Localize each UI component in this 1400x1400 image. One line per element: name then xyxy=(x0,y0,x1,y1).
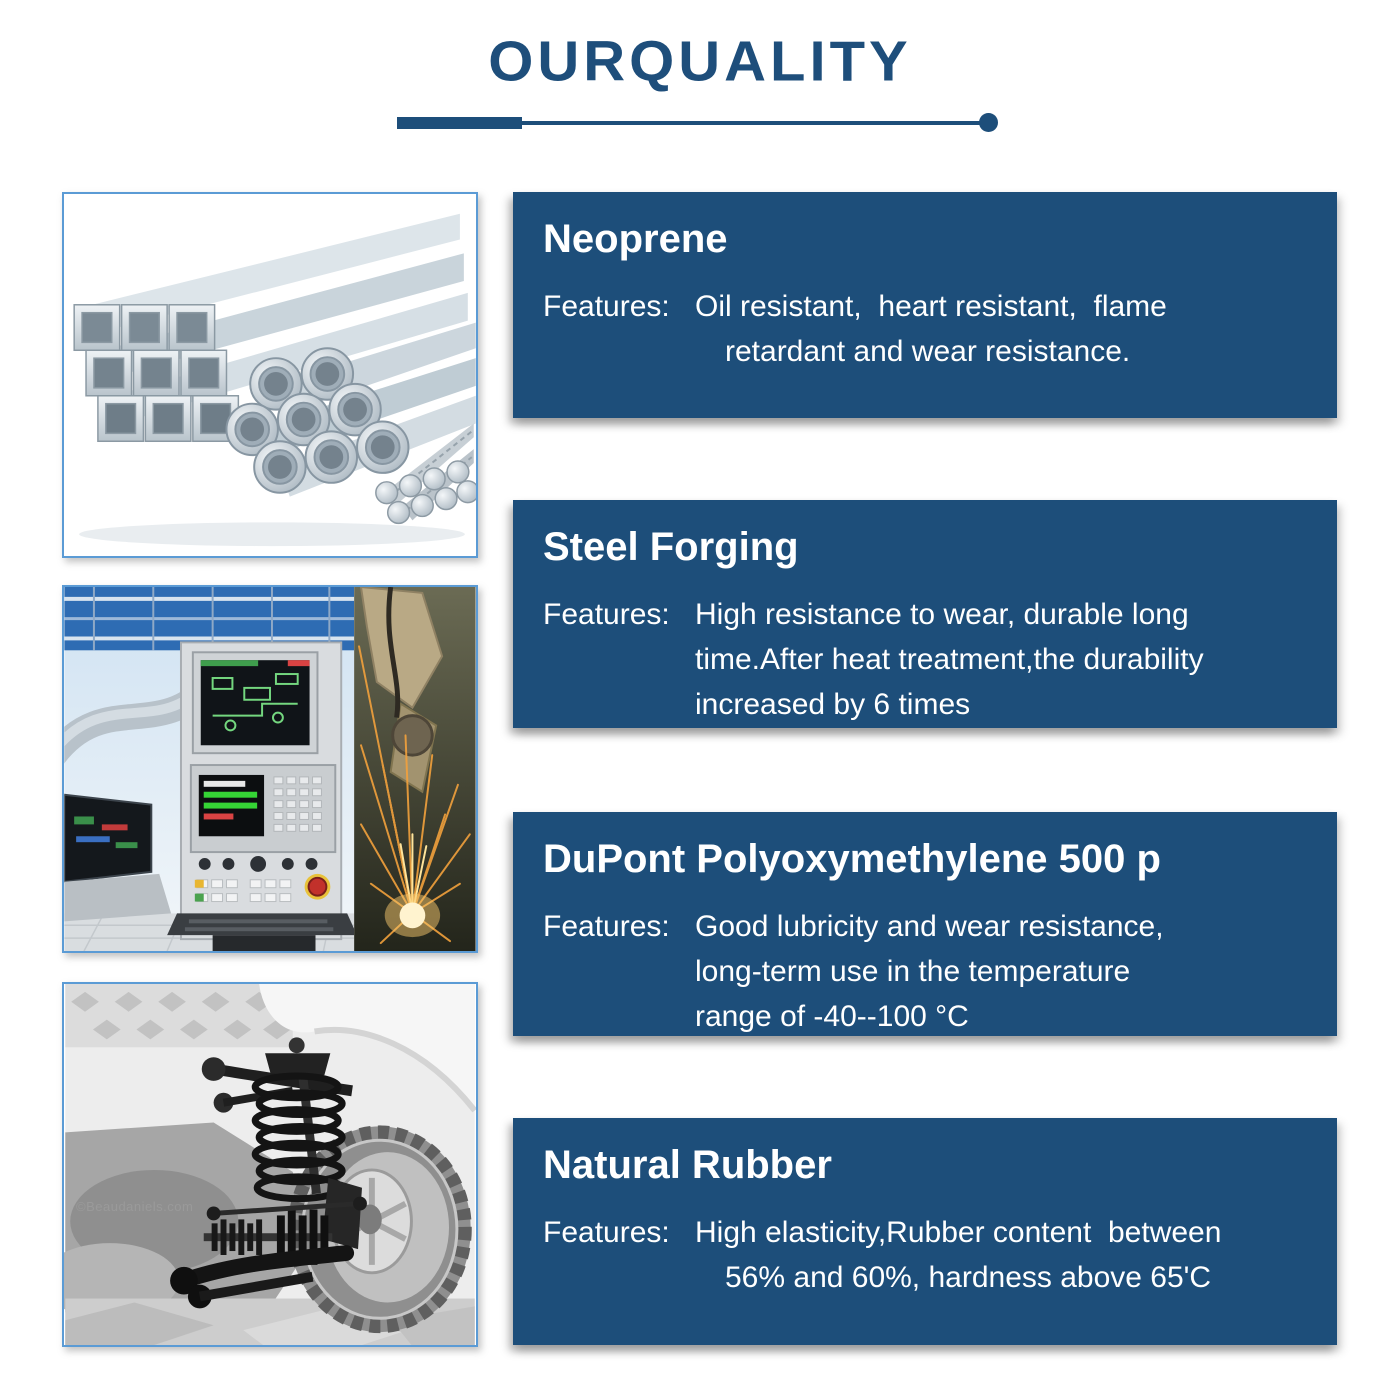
features-label: Features: xyxy=(543,290,670,323)
feature-line: long-term use in the temperature xyxy=(695,955,1131,988)
card-features xyxy=(543,904,1309,1039)
car-suspension-photo xyxy=(62,982,478,1347)
divider-end-dot xyxy=(979,113,998,132)
divider-thick-bar xyxy=(397,117,522,129)
cnc-machine-image xyxy=(64,587,476,951)
divider-thin-line xyxy=(522,121,980,125)
cnc-machine-photo xyxy=(62,585,478,953)
welding-scene xyxy=(354,587,476,951)
feature-line: increased by 6 times xyxy=(695,688,971,721)
card-steel-forging xyxy=(513,500,1337,728)
card-title: Natural Rubber xyxy=(543,1143,832,1187)
card-title: DuPont Polyoxymethylene 500 p xyxy=(543,837,1161,881)
feature-line: time.After heat treatment,the durability xyxy=(695,643,1204,676)
card-features xyxy=(543,284,1309,374)
features-label: Features: xyxy=(543,598,670,631)
diamond-plate xyxy=(65,984,292,1047)
card-neoprene xyxy=(513,192,1337,418)
feature-line: 56% and 60%, hardness above 65'C xyxy=(725,1261,1212,1294)
brand-logo: OURQUALITY xyxy=(488,29,912,94)
card-title: Steel Forging xyxy=(543,525,799,569)
feature-line: High resistance to wear, durable long xyxy=(695,598,1189,631)
card-features xyxy=(543,1210,1309,1300)
card-dupont-polyoxymethylene xyxy=(513,812,1337,1036)
cnc-control-tower xyxy=(167,642,357,951)
card-title: Neoprene xyxy=(543,217,728,261)
car-suspension-image xyxy=(64,984,476,1345)
features-label: Features: xyxy=(543,910,670,943)
emergency-stop-button xyxy=(309,878,327,896)
features-label: Features: xyxy=(543,1216,670,1249)
image-watermark: ©Beaudaniels.com xyxy=(76,1199,194,1214)
steel-profiles-photo xyxy=(62,192,478,558)
factory-scene xyxy=(64,587,357,951)
feature-line: High elasticity,Rubber content between xyxy=(695,1216,1222,1249)
feature-line: range of -40--100 °C xyxy=(695,1000,969,1033)
feature-line: retardant and wear resistance. xyxy=(725,335,1131,368)
feature-line: Good lubricity and wear resistance, xyxy=(695,910,1164,943)
card-natural-rubber xyxy=(513,1118,1337,1345)
square-tube-ends xyxy=(74,305,238,441)
card-features xyxy=(543,592,1309,727)
steel-profiles-image xyxy=(64,194,476,556)
feature-line: Oil resistant, heart resistant, flame xyxy=(695,290,1167,323)
